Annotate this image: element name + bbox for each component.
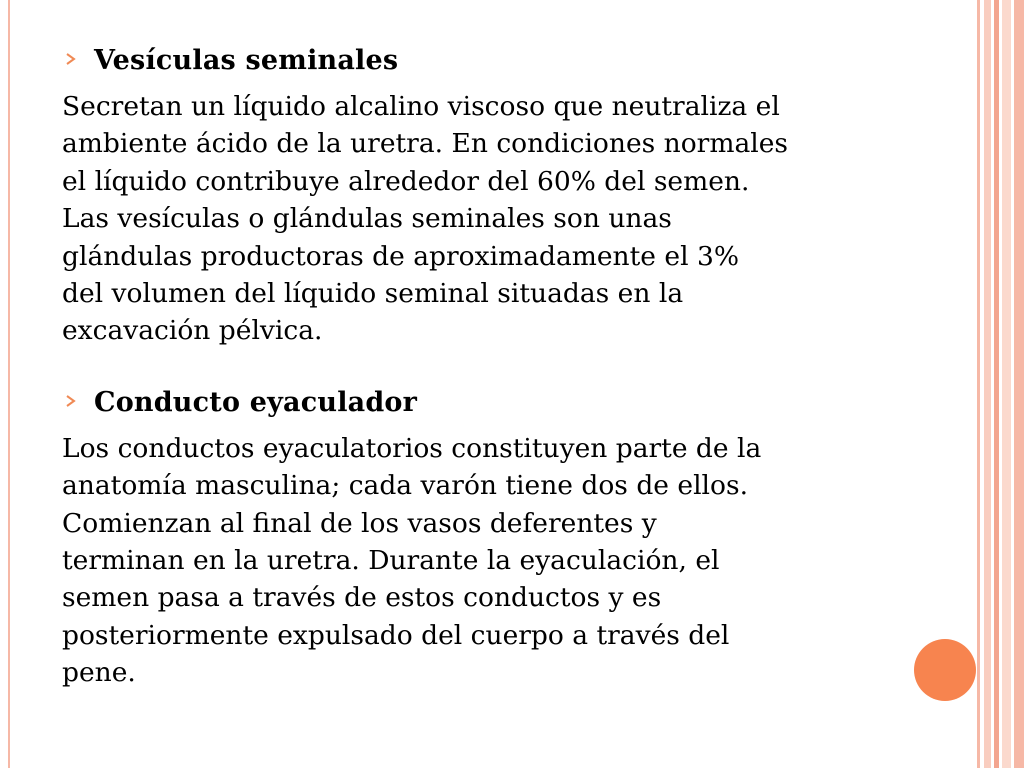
left-border-line xyxy=(8,0,10,768)
bullet-heading-row xyxy=(62,42,942,80)
decorative-stripe xyxy=(1002,0,1011,768)
arrow-bullet-icon xyxy=(64,394,84,412)
section-body: Los conductos eyaculatorios constituyen parte de la anatomía masculina; cada varón tiene dos de ellos. Comienzan al final de los vasos deferentes y terminan en la uretra. Durante la eyaculación, el semen pasa a través de estos conductos y es posteriormente expulsado del cuerpo a través del pene. xyxy=(62,432,762,689)
section-heading: Conducto eyaculador xyxy=(94,386,418,418)
section-heading: Vesículas seminales xyxy=(94,45,399,76)
slide-content xyxy=(62,42,942,692)
section-vesiculas-seminales xyxy=(62,42,942,350)
bullet-heading-row xyxy=(62,384,942,422)
decorative-stripe xyxy=(984,0,991,768)
decorative-stripe xyxy=(977,0,980,768)
section-conducto-eyaculador xyxy=(62,384,942,692)
section-body: Secretan un líquido alcalino viscoso que neutraliza el ambiente ácido de la uretra. En condiciones normales el líquido contribuye alrededor del 60% del semen. Las vesículas o glándulas seminales son unas glándulas productoras de aproximadamente el 3% del volumen del líquido seminal situadas en la excavación pélvica. xyxy=(62,91,789,347)
decorative-stripe xyxy=(994,0,999,768)
arrow-bullet-icon xyxy=(64,52,84,70)
decorative-stripe xyxy=(1014,0,1024,768)
